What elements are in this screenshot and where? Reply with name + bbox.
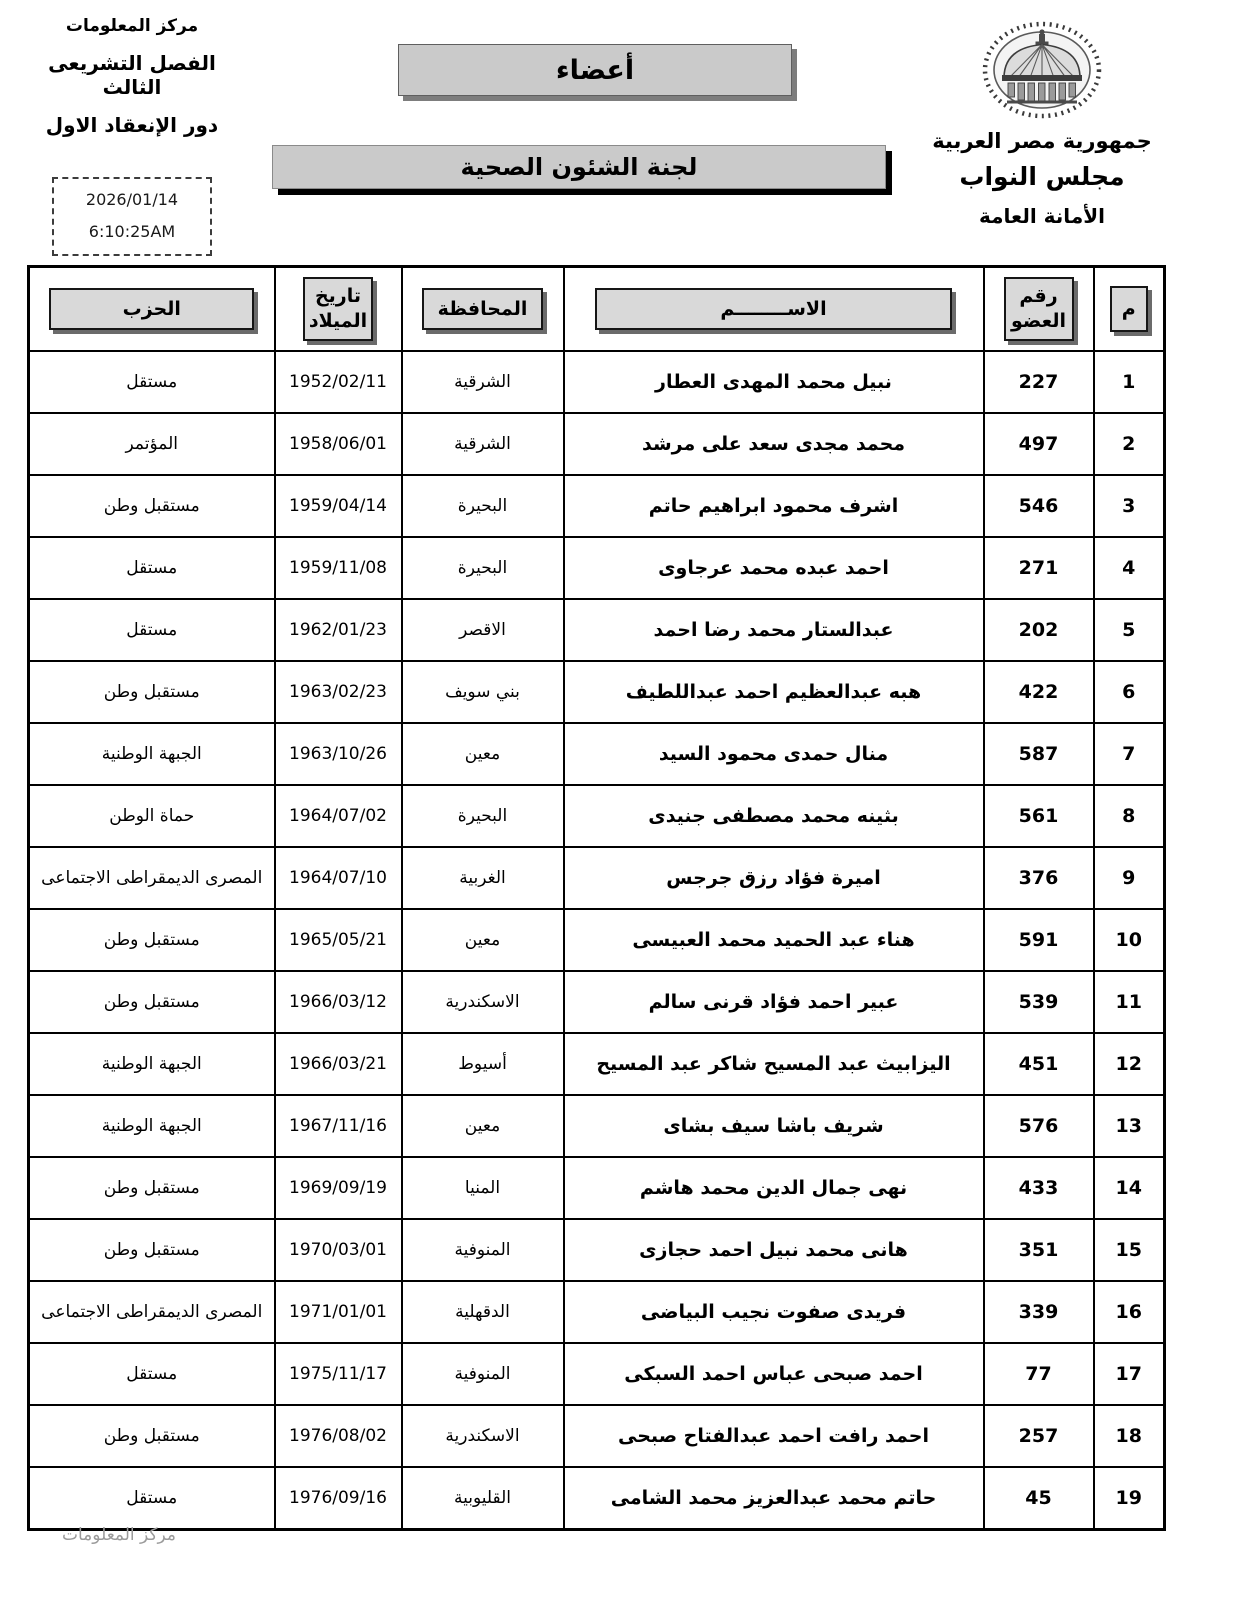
table-header-row [29, 267, 1165, 352]
cell-birth-date: 1959/04/14 [275, 475, 402, 537]
members-title-box [398, 44, 792, 96]
cell-member-no: 271 [984, 537, 1094, 599]
cell-party: مستقل [29, 351, 275, 413]
members-table [27, 265, 1166, 1531]
member-row [29, 847, 1165, 909]
cell-party: مستقل [29, 599, 275, 661]
cell-party: الجبهة الوطنية [29, 1095, 275, 1157]
cell-birth-date: 1970/03/01 [275, 1219, 402, 1281]
member-row [29, 1157, 1165, 1219]
cell-party: مستقل [29, 537, 275, 599]
cell-index: 15 [1094, 1219, 1165, 1281]
cell-birth-date: 1963/10/26 [275, 723, 402, 785]
council-label: مجلس النواب [959, 162, 1125, 191]
cell-governorate: البحيرة [402, 475, 564, 537]
cell-birth-date: 1967/11/16 [275, 1095, 402, 1157]
cell-party: مستقبل وطن [29, 475, 275, 537]
cell-index: 16 [1094, 1281, 1165, 1343]
cell-birth-date: 1965/05/21 [275, 909, 402, 971]
cell-governorate: الغربية [402, 847, 564, 909]
cell-governorate: الشرقية [402, 413, 564, 475]
cell-party: مستقبل وطن [29, 971, 275, 1033]
member-row [29, 413, 1165, 475]
session-round-label: دور الإنعقاد الاول [45, 113, 219, 137]
cell-member-no: 202 [984, 599, 1094, 661]
column-header-birth-date [275, 267, 402, 352]
cell-member-no: 77 [984, 1343, 1094, 1405]
member-row [29, 1405, 1165, 1467]
cell-index: 1 [1094, 351, 1165, 413]
secretariat-label: الأمانة العامة [979, 204, 1105, 228]
header-right-block [918, 20, 1166, 228]
column-header-member-no [984, 267, 1094, 352]
cell-name: حاتم محمد عبدالعزيز محمد الشامى [564, 1467, 984, 1530]
cell-index: 14 [1094, 1157, 1165, 1219]
member-row [29, 599, 1165, 661]
cell-party: المصرى الديمقراطى الاجتماعى [29, 847, 275, 909]
legislative-term-label: الفصل التشريعى الثالث [48, 51, 216, 99]
member-row [29, 1467, 1165, 1530]
cell-member-no: 227 [984, 351, 1094, 413]
cell-name: بثينه محمد مصطفى جنيدى [564, 785, 984, 847]
cell-governorate: المنيا [402, 1157, 564, 1219]
cell-governorate: معين [402, 723, 564, 785]
committee-title-box [272, 145, 886, 189]
cell-party: مستقبل وطن [29, 1219, 275, 1281]
cell-party: مستقبل وطن [29, 1157, 275, 1219]
country-label: جمهورية مصر العربية [932, 129, 1152, 153]
index-header-label: م [1110, 286, 1148, 333]
member-row [29, 1095, 1165, 1157]
member-row [29, 475, 1165, 537]
member-row [29, 971, 1165, 1033]
cell-member-no: 451 [984, 1033, 1094, 1095]
cell-birth-date: 1958/06/01 [275, 413, 402, 475]
cell-governorate: الشرقية [402, 351, 564, 413]
cell-member-no: 422 [984, 661, 1094, 723]
cell-governorate: معين [402, 1095, 564, 1157]
member-row [29, 909, 1165, 971]
cell-birth-date: 1964/07/10 [275, 847, 402, 909]
cell-governorate: القليوبية [402, 1467, 564, 1530]
cell-member-no: 576 [984, 1095, 1094, 1157]
cell-member-no: 351 [984, 1219, 1094, 1281]
cell-party: المصرى الديمقراطى الاجتماعى [29, 1281, 275, 1343]
cell-index: 9 [1094, 847, 1165, 909]
cell-member-no: 433 [984, 1157, 1094, 1219]
cell-birth-date: 1976/09/16 [275, 1467, 402, 1530]
member-row [29, 1343, 1165, 1405]
cell-member-no: 561 [984, 785, 1094, 847]
member-row [29, 661, 1165, 723]
cell-name: هناء عبد الحميد محمد العبيسى [564, 909, 984, 971]
cell-name: اميرة فؤاد رزق جرجس [564, 847, 984, 909]
cell-name: محمد مجدى سعد على مرشد [564, 413, 984, 475]
cell-birth-date: 1969/09/19 [275, 1157, 402, 1219]
cell-governorate: البحيرة [402, 537, 564, 599]
footer-label: مركز المعلومات [62, 1525, 176, 1545]
cell-index: 10 [1094, 909, 1165, 971]
cell-governorate: المنوفية [402, 1219, 564, 1281]
cell-name: هبه عبدالعظيم احمد عبداللطيف [564, 661, 984, 723]
cell-name: منال حمدى محمود السيد [564, 723, 984, 785]
birth-date-header-label: تاريخ الميلاد [303, 277, 373, 340]
parliament-dome-emblem-icon [918, 20, 1166, 122]
cell-name: احمد عبده محمد عرجاوى [564, 537, 984, 599]
cell-name: فريدى صفوت نجيب البياضى [564, 1281, 984, 1343]
cell-governorate: البحيرة [402, 785, 564, 847]
cell-index: 19 [1094, 1467, 1165, 1530]
cell-name: احمد رافت احمد عبدالفتاح صبحى [564, 1405, 984, 1467]
cell-governorate: معين [402, 909, 564, 971]
cell-party: مستقبل وطن [29, 661, 275, 723]
committee-title: لجنة الشئون الصحية [460, 153, 698, 181]
cell-party: المؤتمر [29, 413, 275, 475]
cell-governorate: الاسكندرية [402, 1405, 564, 1467]
cell-birth-date: 1964/07/02 [275, 785, 402, 847]
column-header-governorate [402, 267, 564, 352]
cell-party: الجبهة الوطنية [29, 723, 275, 785]
cell-party: مستقل [29, 1343, 275, 1405]
member-row [29, 537, 1165, 599]
cell-governorate: أسيوط [402, 1033, 564, 1095]
cell-birth-date: 1963/02/23 [275, 661, 402, 723]
cell-name: نبيل محمد المهدى العطار [564, 351, 984, 413]
cell-name: اليزابيث عبد المسيح شاكر عبد المسيح [564, 1033, 984, 1095]
column-header-party [29, 267, 275, 352]
cell-member-no: 45 [984, 1467, 1094, 1530]
time-value: 6:10:25AM [88, 222, 176, 241]
cell-party: مستقل [29, 1467, 275, 1530]
member-row [29, 723, 1165, 785]
cell-birth-date: 1975/11/17 [275, 1343, 402, 1405]
cell-index: 2 [1094, 413, 1165, 475]
cell-name: اشرف محمود ابراهيم حاتم [564, 475, 984, 537]
cell-member-no: 591 [984, 909, 1094, 971]
cell-member-no: 587 [984, 723, 1094, 785]
cell-index: 18 [1094, 1405, 1165, 1467]
header-left-block [28, 16, 236, 256]
cell-index: 12 [1094, 1033, 1165, 1095]
cell-birth-date: 1952/02/11 [275, 351, 402, 413]
party-header-label: الحزب [49, 288, 254, 331]
cell-index: 4 [1094, 537, 1165, 599]
cell-name: احمد صبحى عباس احمد السبكى [564, 1343, 984, 1405]
info-center-label: مركز المعلومات [65, 16, 199, 36]
cell-governorate: الدقهلية [402, 1281, 564, 1343]
cell-birth-date: 1966/03/12 [275, 971, 402, 1033]
cell-index: 17 [1094, 1343, 1165, 1405]
datetime-box [52, 177, 212, 256]
governorate-header-label: المحافظة [422, 288, 544, 331]
cell-name: شريف باشا سيف بشاى [564, 1095, 984, 1157]
cell-member-no: 257 [984, 1405, 1094, 1467]
members-title: أعضاء [555, 54, 635, 86]
cell-birth-date: 1966/03/21 [275, 1033, 402, 1095]
cell-birth-date: 1971/01/01 [275, 1281, 402, 1343]
cell-name: عبير احمد فؤاد قرنى سالم [564, 971, 984, 1033]
cell-governorate: الاقصر [402, 599, 564, 661]
cell-birth-date: 1962/01/23 [275, 599, 402, 661]
cell-index: 13 [1094, 1095, 1165, 1157]
cell-party: مستقبل وطن [29, 1405, 275, 1467]
member-no-header-label: رقم العضو [1004, 277, 1074, 340]
cell-index: 6 [1094, 661, 1165, 723]
cell-name: هانى محمد نبيل احمد حجازى [564, 1219, 984, 1281]
cell-name: عبدالستار محمد رضا احمد [564, 599, 984, 661]
cell-member-no: 546 [984, 475, 1094, 537]
cell-birth-date: 1976/08/02 [275, 1405, 402, 1467]
cell-member-no: 376 [984, 847, 1094, 909]
column-header-name [564, 267, 984, 352]
cell-governorate: بني سويف [402, 661, 564, 723]
member-row [29, 1281, 1165, 1343]
member-row [29, 1219, 1165, 1281]
cell-name: نهى جمال الدين محمد هاشم [564, 1157, 984, 1219]
cell-birth-date: 1959/11/08 [275, 537, 402, 599]
cell-party: مستقبل وطن [29, 909, 275, 971]
cell-governorate: المنوفية [402, 1343, 564, 1405]
cell-index: 8 [1094, 785, 1165, 847]
member-row [29, 351, 1165, 413]
cell-member-no: 339 [984, 1281, 1094, 1343]
date-value: 2026/01/14 [85, 190, 179, 209]
cell-party: الجبهة الوطنية [29, 1033, 275, 1095]
cell-party: حماة الوطن [29, 785, 275, 847]
cell-index: 5 [1094, 599, 1165, 661]
cell-index: 11 [1094, 971, 1165, 1033]
cell-member-no: 497 [984, 413, 1094, 475]
cell-index: 7 [1094, 723, 1165, 785]
column-header-index [1094, 267, 1165, 352]
member-row [29, 1033, 1165, 1095]
cell-governorate: الاسكندرية [402, 971, 564, 1033]
cell-index: 3 [1094, 475, 1165, 537]
name-header-label: الاســــــــم [595, 288, 952, 331]
cell-member-no: 539 [984, 971, 1094, 1033]
member-row [29, 785, 1165, 847]
